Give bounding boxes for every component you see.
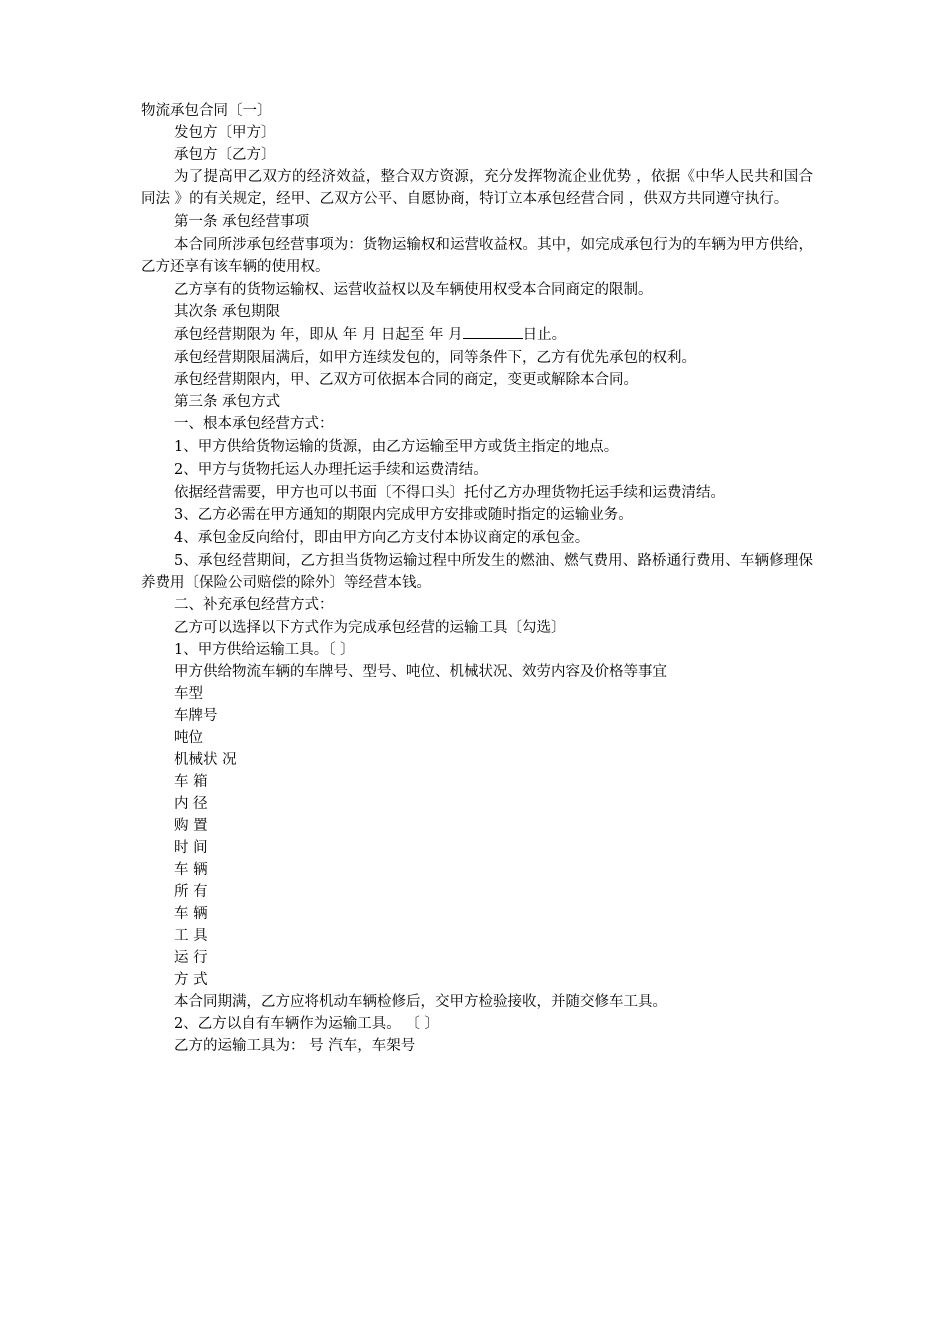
article1-paragraph-2: 乙方享有的货物运输权、运营收益权以及车辆使用权受本合同商定的限制。 — [174, 282, 653, 298]
article2-heading: 其次条 承包期限 — [174, 304, 281, 320]
field-label: 购 置 — [174, 818, 208, 834]
article3-subheading-1: 一、根本承包经营方式： — [174, 416, 334, 432]
field-label: 车 箱 — [174, 774, 208, 790]
term-text-before: 承包经营期限为 年，即从 年 月 日起至 年 月 — [174, 327, 463, 343]
article3-option-intro: 乙方可以选择以下方式作为完成承包经营的运输工具〔勾选〕 — [174, 620, 566, 636]
term-text-after: 日止。 — [522, 327, 567, 343]
document-page — [141, 100, 813, 1057]
article3-item-1: 1、甲方供给货物运输的货源，由乙方运输至甲方或货主指定的地点。 — [174, 439, 619, 455]
field-label: 工 具 — [174, 928, 208, 944]
article3-item-2: 2、甲方与货物托运人办理托运手续和运费清结。 — [174, 462, 488, 478]
field-label: 车 辆 — [174, 862, 208, 878]
article3-option-1-desc: 甲方供给物流车辆的车牌号、型号、吨位、机械状况、效劳内容及价格等事宜 — [174, 664, 667, 680]
party-a-line: 发包方〔甲方〕 — [174, 125, 276, 141]
field-label: 内 径 — [174, 796, 208, 812]
article2-paragraph-2: 承包经营期限届满后，如甲方连续发包的，同等条件下，乙方有优先承包的权利。 — [174, 350, 696, 366]
article3-option-2: 2、乙方以自有车辆作为运输工具。 〔 〕 — [174, 1016, 439, 1032]
article3-option-1: 1、甲方供给运输工具。〔 〕 — [174, 642, 355, 658]
preamble-paragraph: 为了提高甲乙双方的经济效益，整合双方资源，充分发挥物流企业优势 ，依据《中华人民共和国合同法 》的有关规定，经甲、乙双方公平、自愿协商，特订立本承包经营合同 ，供双方共同遵守执行。 — [141, 169, 813, 207]
field-label: 吨位 — [174, 730, 203, 746]
field-label: 方 式 — [174, 972, 208, 988]
document-title: 物流承包合同〔一〕 — [141, 103, 272, 119]
article3-item-4: 4、承包金反向给付，即由甲方向乙方支付本协议商定的承包金。 — [174, 530, 590, 546]
article3-item-3: 3、乙方必需在甲方通知的期限内完成甲方安排或随时指定的运输业务。 — [174, 507, 633, 523]
article3-subheading-2: 二、补充承包经营方式： — [174, 597, 334, 613]
article3-option-2-desc: 乙方的运输工具为： 号 汽车，车架号 — [174, 1038, 416, 1054]
party-b-line: 承包方〔乙方〕 — [174, 147, 276, 163]
field-label: 机械状 况 — [174, 752, 237, 768]
field-label: 车牌号 — [174, 708, 218, 724]
article2-paragraph-3: 承包经营期限内，甲、乙双方可依据本合同的商定，变更或解除本合同。 — [174, 372, 638, 388]
field-label: 车 辆 — [174, 906, 208, 922]
article3-item-5: 5、承包经营期间，乙方担当货物运输过程中所发生的燃油、燃气费用、路桥通行费用、车辆修理保养费用〔保险公司赔偿的除外〕等经营本钱。 — [141, 553, 813, 591]
term-blank-underline — [463, 324, 523, 339]
field-label: 时 间 — [174, 840, 208, 856]
field-label: 所 有 — [174, 884, 208, 900]
article1-paragraph-1: 本合同所涉承包经营事项为：货物运输权和运营收益权。其中，如完成承包行为的车辆为甲方供给，乙方还享有该车辆的使用权。 — [141, 237, 813, 275]
article3-heading: 第三条 承包方式 — [174, 394, 281, 410]
article3-option-1-end: 本合同期满，乙方应将机动车辆检修后，交甲方检验接收，并随交修车工具。 — [174, 994, 667, 1010]
field-label: 车型 — [174, 686, 203, 702]
article1-heading: 第一条 承包经营事项 — [174, 214, 310, 230]
article2-paragraph-1 — [141, 324, 813, 346]
article3-item-2b: 依据经营需要，甲方也可以书面〔不得口头〕托付乙方办理货物托运手续和运费清结。 — [174, 485, 725, 501]
field-label: 运 行 — [174, 950, 208, 966]
